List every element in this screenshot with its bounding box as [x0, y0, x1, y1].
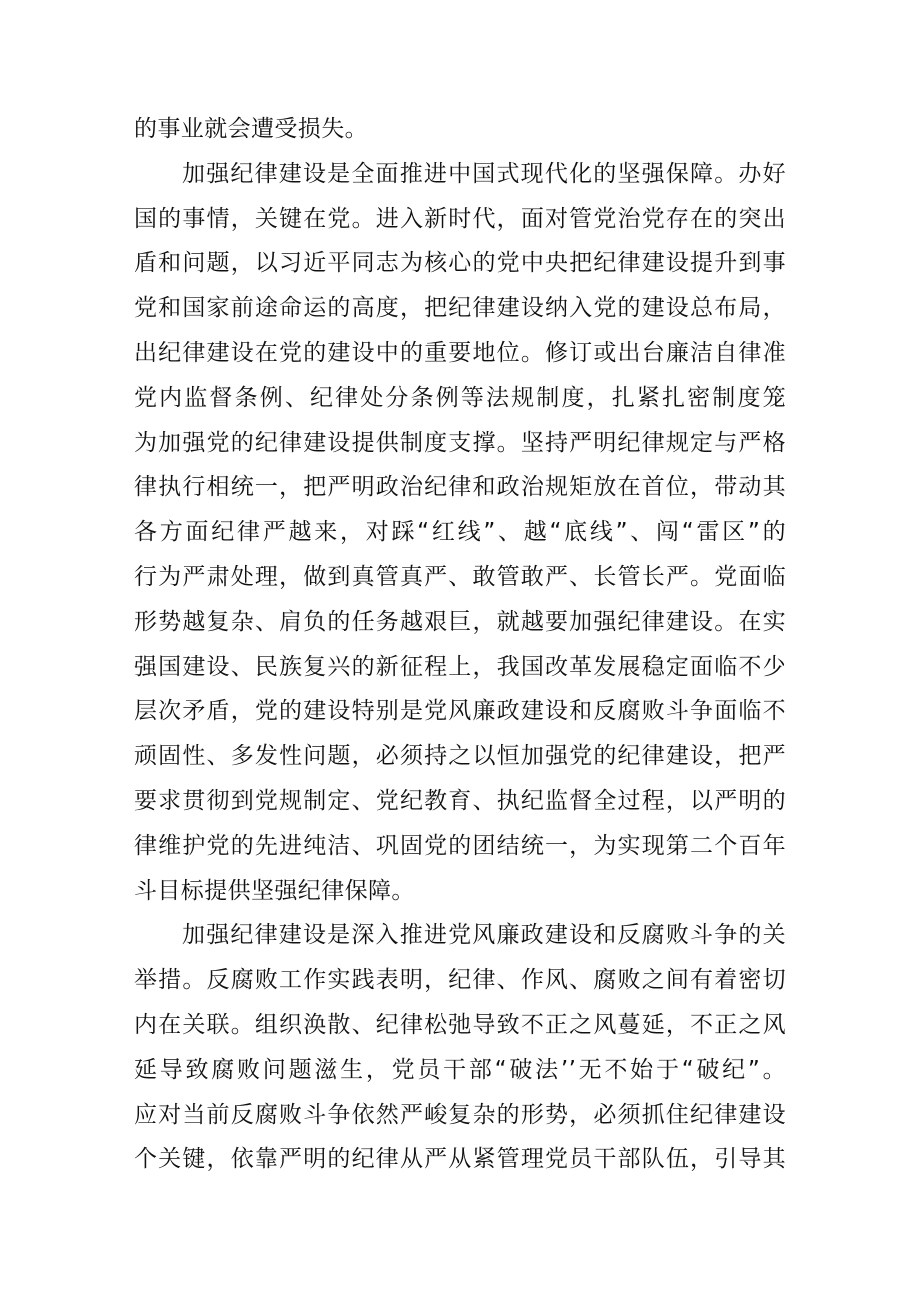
- text-line: 内在关联。组织涣散、纪律松弛导致不正之风蔓延，不正之风: [134, 1011, 786, 1038]
- text-line: 律执行相统一，把严明政治纪律和政治规矩放在首位，带动其: [134, 474, 786, 501]
- text-line: 加强纪律建设是全面推进中国式现代化的坚强保障。办好: [182, 160, 786, 187]
- text-line: 各方面纪律严越来，对踩“红线”、越“底线”、闯“雷区”的: [134, 519, 786, 546]
- text-line: 加强纪律建设是深入推进党风廉政建设和反腐败斗争的关: [182, 922, 786, 949]
- text-line: 应对当前反腐败斗争依然严峻复杂的形势，必须抓住纪律建设: [134, 1101, 786, 1128]
- text-line: 为加强党的纪律建设提供制度支撑。坚持严明纪律规定与严格: [134, 429, 786, 456]
- text-line: 行为严肃处理，做到真管真严、敢管敢严、长管长严。党面临: [134, 563, 786, 590]
- text-line: 盾和问题，以习近平同志为核心的党中央把纪律建设提升到事: [134, 250, 786, 277]
- document-body: [134, 107, 786, 1182]
- text-line: 要求贯彻到党规制定、党纪教育、执纪监督全过程，以严明的: [134, 787, 786, 814]
- text-line: 党内监督条例、纪律处分条例等法规制度，扎紧扎密制度笼: [134, 384, 786, 411]
- text-line: 国的事情，关键在党。进入新时代，面对管党治党存在的突出: [134, 205, 786, 232]
- text-line: 顽固性、多发性问题，必须持之以恒加强党的纪律建设，把严: [134, 743, 786, 770]
- text-line: 律维护党的先进纯洁、巩固党的团结统一，为实现第二个百年: [134, 832, 786, 859]
- text-line: 斗目标提供坚强纪律保障。: [134, 877, 415, 904]
- text-line: 个关键，依靠严明的纪律从严从紧管理党员干部队伍，引导其: [134, 1146, 786, 1173]
- text-line: 出纪律建设在党的建设中的重要地位。修订或出台廉洁自律准: [134, 339, 786, 366]
- text-line: 党和国家前途命运的高度，把纪律建设纳入党的建设总布局，: [134, 295, 786, 322]
- text-line: 延导致腐败问题滋生，党员干部“破法’’无不始于“破纪”。: [134, 1056, 786, 1083]
- text-line: 形势越复杂、肩负的任务越艰巨，就越要加强纪律建设。在实: [134, 608, 786, 635]
- text-line: 举措。反腐败工作实践表明，纪律、作风、腐败之间有着密切: [134, 967, 786, 994]
- text-line: 强国建设、民族复兴的新征程上，我国改革发展稳定面临不少: [134, 653, 786, 680]
- text-line: 层次矛盾，党的建设特别是党风廉政建设和反腐败斗争面临不: [134, 698, 786, 725]
- text-line: 的事业就会遭受损失。: [134, 116, 368, 142]
